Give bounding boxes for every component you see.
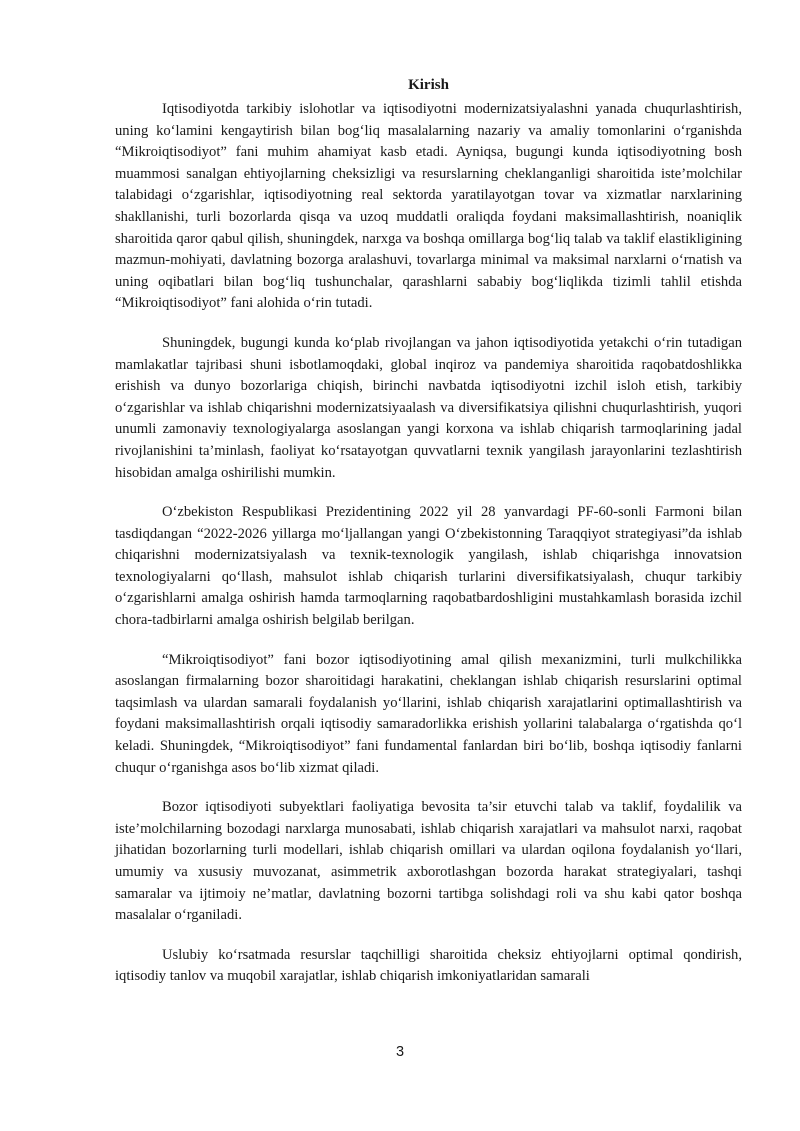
paragraph: “Mikroiqtisodiyot” fani bozor iqtisodiyotining amal qilish mexanizmini, turli mulkchilikka asoslangan firmalarning bozor sharoitidagi harakatini, cheklangan ishlab chiqarish resurslarini optimal taqsimlash va ulardan samarali foydalanish yo‘llarini, ishlab chiqarish xarajatlarini optimallashtirish va foydani maksimallashtirish orqali iqtisodiy samaradorlikka erishish yollarini talabalarga o‘rgatishda qo‘l keladi. Shuningdek, “Mikroiqtisodiyot” fani fundamental fanlardan biri bo‘lib, boshqa iqtisodiy fanlarni chuqur o‘rganishga asos bo‘lib xizmat qiladi.: [115, 651, 742, 776]
paragraph: Bozor iqtisodiyoti subyektlari faoliyatiga bevosita ta’sir etuvchi talab va taklif, foydalilik va iste’molchilarning bozodagi narxlarga munosabati, ishlab chiqarish xarajatlari va mahsulot narxi, raqobat jihatidan bozorlarning turli modellari, ishlab chiqarish omillari va ulardan oqilona foydalanish yo‘llari, umumiy va xususiy muvozanat, asimmetrik axborotlashgan bozorda harakat strategiyalari, tashqi samaralar va ijtimoiy ne’matlar, davlatning bozorni tartibga solishdagi roli va shu kabi qator boshqa masalalar o‘rganiladi.: [115, 799, 742, 924]
page-title: Kirish: [408, 77, 449, 93]
paragraph: Iqtisodiyotda tarkibiy islohotlar va iqtisodiyotni modernizatsiyalashni yanada chuqurlashtirish, uning ko‘lamini kengaytirish bilan bog‘liq masalalarning nazariy va amaliy tomonlarini o‘rganishda “Mikroiqtisodiyot” fani muhim ahamiyat kasb etadi. Ayniqsa, bugungi kunda iqtisodiyotning bosh muammosi sanalgan ehtiyojlarning cheksizligi va resurslarning cheklanganligi sharoitida iste’molchilar talabidagi o‘zgarishlar, iqtisodiyotning real sektorda yaratilayotgan tovar va xizmatlar narxlarining shakllanishi, turli bozorlarda qisqa va uzoq muddatli oraliqda foydani maksimallashtirish, noaniqlik sharoitida qaror qabul qilish, shuningdek, narxga va boshqa omillarga bog‘liq talab va taklif elastikligining mazmun-mohiyati, davlatning bozorga aralashuvi, tovarlarga minimal va maksimal narxlarni o‘rnatish va uning oqibatlari bilan bog‘liq tushunchalar, qarashlarni sababiy bog‘liqlikda tizimli tahlil etishda “Mikroiqtisodiyot” fani alohida o‘rin tutadi.: [115, 101, 742, 312]
paragraph: Uslubiy ko‘rsatmada resurslar taqchilligi sharoitida cheksiz ehtiyojlarni optimal qondirish, iqtisodiy tanlov va muqobil xarajatlar, ishlab chiqarish imkoniyatlaridan samarali: [115, 946, 742, 985]
paragraph: Shuningdek, bugungi kunda ko‘plab rivojlangan va jahon iqtisodiyotida yetakchi o‘rin tutadigan mamlakatlar tajribasi shuni isbotlamoqdaki, global inqiroz va pandemiya sharoitida raqobatdoshlikka erishish va dunyo bozorlariga chiqish, birinchi navbatda iqtisodiyotni izchil isloh etish, tarkibiy o‘zgarishlar va ishlab chiqarishni modernizatsiyaalash va diversifikatsiya qilishni chuqurlashtirish, yuqori unumli zamonaviy texnologiyalarga asoslangan yangi korxona va ishlab chiqarish tarmoqlarining jadal rivojlanishini ta’minlash, faoliyat ko‘rsatayotgan quvvatlarni texnik yangilash jarayonlarini tezlashtirish hisobidan amalga oshirilishi mumkin.: [115, 334, 742, 481]
page-content: [115, 74, 742, 1006]
page-number: 3: [395, 1044, 405, 1060]
paragraph: O‘zbekiston Respublikasi Prezidentining 2022 yil 28 yanvardagi PF-60-sonli Farmoni bilan tasdiqdangan “2022-2026 yillarga mo‘ljallangan yangi O‘zbekistonning Taraqqiyot strategiyasi”da ishlab chiqarishni modernizatsiyalash va texnik-texnologik yangilash, ishlab chiqarishga innovatsion texnologiyalarni qo‘llash, mahsulot ishlab chiqarish turlarini diversifikatsiyalash, chuqur tarkibiy o‘zgarishlarni amalga oshirish hamda tarmoqlarning raqobatbardoshligini mustahkamlash borasida izchil chora-tadbirlarni amalga oshirish belgilab berilgan.: [115, 504, 742, 629]
